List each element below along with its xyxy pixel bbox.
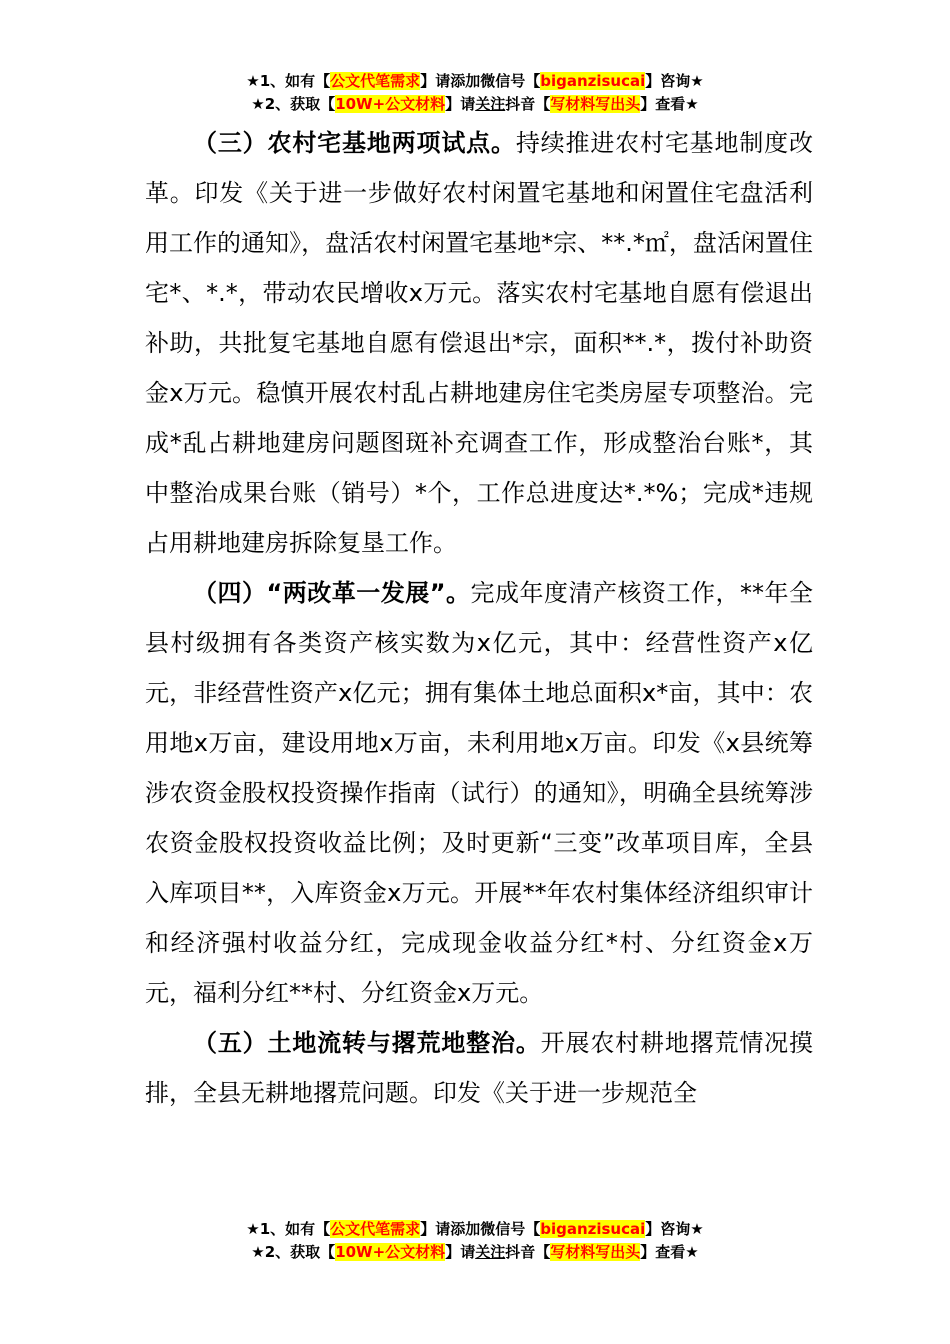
wechat-id-highlight: biganzisucai <box>540 1220 646 1238</box>
paragraph-text: 完成年度清产核资工作，**年全县村级拥有各类资产核实数为x亿元，其中：经营性资产x亿元，非经营性资产x亿元；拥有集体土地总面积x*亩，其中：农用地x万亩，建设用地x万亩，未利用地x万亩。印发《x县统筹涉农资金股权投资操作指南（试行）的通知》，明确全县统筹涉农资金股权投资收益比例；及时更新“三变”改革项目库，全县入库项目**，入库资金x万元。开展**年农村集体经济组织审计和经济强村收益分红，完成现金收益分红*村、分红资金x万元，福利分红**村、分红资金x万元。 <box>145 579 814 1007</box>
highlight-text: 10W+公文材料 <box>335 95 446 113</box>
promo-banner-bottom <box>0 1218 950 1264</box>
promo-text: 】查看★ <box>640 95 699 113</box>
paragraph-text: 持续推进农村宅基地制度改革。印发《关于进一步做好农村闲置宅基地和闲置住宅盘活利用工作的通知》，盘活农村闲置宅基地*宗、**.*㎡，盘活闲置住宅*、*.*，带动农民增收x万元。落实农村宅基地自愿有偿退出补助，共批复宅基地自愿有偿退出*宗，面积**.*，拨付补助资金x万元。稳慎开展农村乱占耕地建房住宅类房屋专项整治。完成*乱占耕地建房问题图斑补充调查工作，形成整治台账*，其中整治成果台账（销号）*个，工作总进度达*.*%；完成*违规占用耕地建房拆除复垦工作。 <box>145 129 814 557</box>
wechat-id-highlight: biganzisucai <box>540 72 646 90</box>
promo-text: ★2、获取【 <box>251 1243 336 1261</box>
underlined-text: 关注 <box>475 1243 506 1261</box>
highlight-text: 写材料写出头 <box>550 95 641 113</box>
section-heading: （三）农村宅基地两项试点。 <box>193 129 516 157</box>
section-heading: （五）土地流转与撂荒地整治。 <box>193 1029 541 1057</box>
promo-text: 】请添加微信号【 <box>420 72 541 90</box>
promo-text: 】请 <box>445 95 476 113</box>
promo-text: 抖音【 <box>505 95 551 113</box>
promo-text: 】查看★ <box>640 1243 699 1261</box>
promo-banner-top <box>0 70 950 116</box>
promo-text: 抖音【 <box>505 1243 551 1261</box>
document-body <box>145 118 813 1118</box>
highlight-text: 公文代笔需求 <box>330 72 421 90</box>
promo-text: ★1、如有【 <box>246 1220 331 1238</box>
promo-text: ★1、如有【 <box>246 72 331 90</box>
paragraph-text: 开展农村耕地撂荒情况摸排，全县无耕地撂荒问题。印发《关于进一步规范全 <box>145 1029 814 1107</box>
paragraph-section-4 <box>145 568 813 1018</box>
highlight-text: 10W+公文材料 <box>335 1243 446 1261</box>
section-heading: （四）“两改革一发展”。 <box>193 579 471 607</box>
highlight-text: 公文代笔需求 <box>330 1220 421 1238</box>
paragraph-section-5 <box>145 1018 813 1118</box>
underlined-text: 关注 <box>475 95 506 113</box>
promo-line-1 <box>0 70 950 93</box>
paragraph-section-3 <box>145 118 813 568</box>
promo-text: 】咨询★ <box>645 1220 704 1238</box>
promo-line-2 <box>0 1241 950 1264</box>
highlight-text: 写材料写出头 <box>550 1243 641 1261</box>
promo-line-2 <box>0 93 950 116</box>
promo-text: 】请添加微信号【 <box>420 1220 541 1238</box>
promo-line-1 <box>0 1218 950 1241</box>
promo-text: 】请 <box>445 1243 476 1261</box>
promo-text: ★2、获取【 <box>251 95 336 113</box>
promo-text: 】咨询★ <box>645 72 704 90</box>
